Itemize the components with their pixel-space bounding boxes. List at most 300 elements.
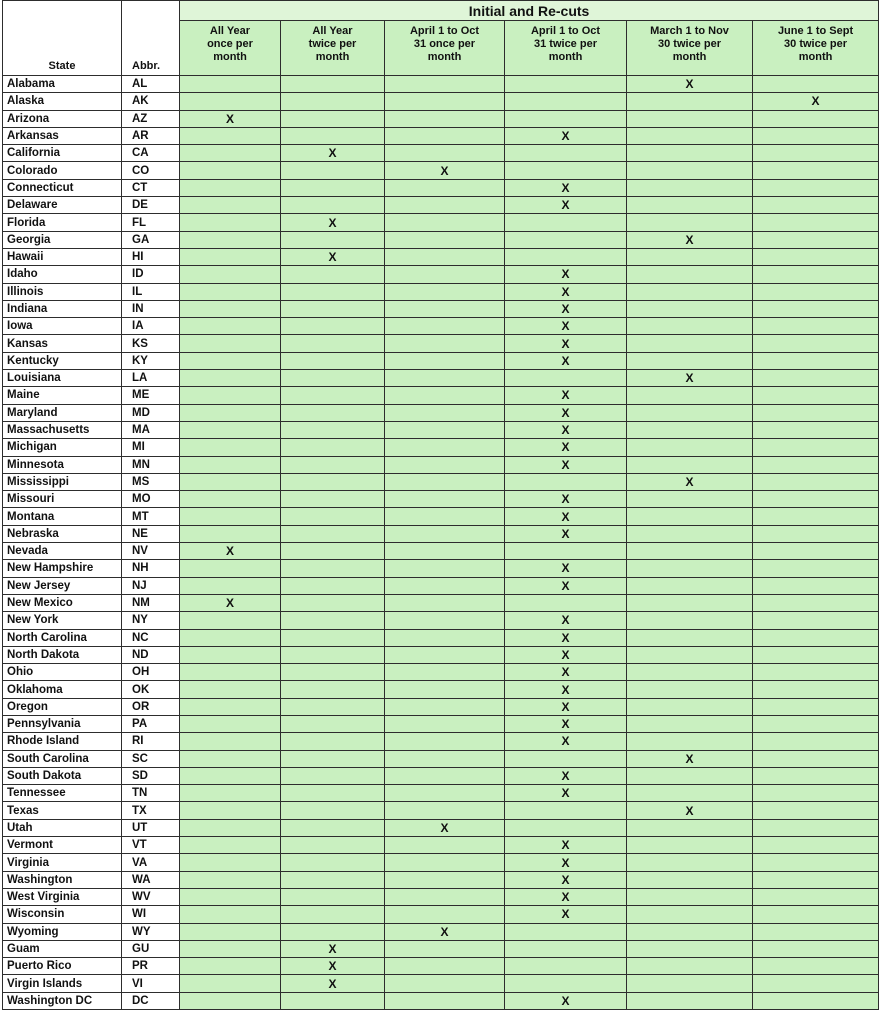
state-abbr-cell: LA [122, 370, 180, 387]
schedule-empty-cell [505, 110, 627, 127]
schedule-empty-cell [753, 162, 879, 179]
schedule-empty-cell [753, 110, 879, 127]
state-name-cell: Rhode Island [3, 733, 122, 750]
schedule-empty-cell [753, 508, 879, 525]
state-abbr-cell: NJ [122, 577, 180, 594]
schedule-empty-cell [281, 612, 385, 629]
schedule-column-header: All Year once per month [180, 21, 281, 76]
state-name-cell: North Carolina [3, 629, 122, 646]
state-name-cell: Wisconsin [3, 906, 122, 923]
table-row [3, 300, 879, 317]
state-abbr-cell: IN [122, 300, 180, 317]
schedule-empty-cell [753, 888, 879, 905]
table-row [3, 283, 879, 300]
schedule-mark-cell: X [505, 439, 627, 456]
schedule-empty-cell [505, 923, 627, 940]
schedule-empty-cell [281, 871, 385, 888]
schedule-empty-cell [281, 560, 385, 577]
table-row [3, 197, 879, 214]
schedule-empty-cell [753, 923, 879, 940]
schedule-empty-cell [627, 958, 753, 975]
schedule-empty-cell [180, 456, 281, 473]
state-name-cell: Mississippi [3, 473, 122, 490]
schedule-empty-cell [281, 473, 385, 490]
schedule-empty-cell [281, 837, 385, 854]
state-name-cell: Washington [3, 871, 122, 888]
state-abbr-cell: AK [122, 93, 180, 110]
table-row [3, 906, 879, 923]
schedule-empty-cell [180, 162, 281, 179]
state-name-cell: Louisiana [3, 370, 122, 387]
table-row [3, 127, 879, 144]
schedule-empty-cell [281, 76, 385, 93]
state-abbr-cell: VI [122, 975, 180, 992]
schedule-empty-cell [753, 940, 879, 957]
table-row [3, 577, 879, 594]
schedule-empty-cell [180, 802, 281, 819]
table-row [3, 473, 879, 490]
state-name-cell: Alabama [3, 76, 122, 93]
table-row [3, 871, 879, 888]
schedule-empty-cell [385, 802, 505, 819]
schedule-empty-cell [753, 439, 879, 456]
schedule-mark-cell: X [180, 594, 281, 611]
schedule-empty-cell [627, 733, 753, 750]
state-name-cell: New Jersey [3, 577, 122, 594]
schedule-empty-cell [281, 819, 385, 836]
state-name-cell: Idaho [3, 266, 122, 283]
schedule-mark-cell: X [627, 473, 753, 490]
schedule-empty-cell [627, 335, 753, 352]
state-abbr-cell: ND [122, 646, 180, 663]
schedule-mark-cell: X [505, 871, 627, 888]
table-row [3, 387, 879, 404]
schedule-empty-cell [627, 266, 753, 283]
schedule-empty-cell [180, 508, 281, 525]
schedule-empty-cell [385, 145, 505, 162]
schedule-empty-cell [627, 906, 753, 923]
table-row [3, 992, 879, 1009]
schedule-empty-cell [385, 612, 505, 629]
table-row [3, 439, 879, 456]
header-blank-cell [122, 1, 180, 21]
schedule-mark-cell: X [505, 992, 627, 1009]
schedule-empty-cell [385, 646, 505, 663]
schedule-empty-cell [281, 421, 385, 438]
schedule-empty-cell [753, 871, 879, 888]
schedule-empty-cell [627, 560, 753, 577]
schedule-empty-cell [385, 110, 505, 127]
schedule-empty-cell [385, 594, 505, 611]
schedule-empty-cell [627, 387, 753, 404]
schedule-empty-cell [753, 906, 879, 923]
state-abbr-cell: MT [122, 508, 180, 525]
schedule-empty-cell [281, 404, 385, 421]
schedule-mark-cell: X [505, 283, 627, 300]
state-abbr-cell: VA [122, 854, 180, 871]
schedule-empty-cell [627, 664, 753, 681]
schedule-empty-cell [627, 491, 753, 508]
schedule-empty-cell [753, 560, 879, 577]
schedule-empty-cell [281, 733, 385, 750]
state-abbr-cell: WY [122, 923, 180, 940]
schedule-empty-cell [281, 785, 385, 802]
schedule-mark-cell: X [627, 231, 753, 248]
state-name-cell: Hawaii [3, 248, 122, 265]
table-row [3, 214, 879, 231]
state-name-cell: New Mexico [3, 594, 122, 611]
schedule-empty-cell [180, 214, 281, 231]
schedule-empty-cell [385, 871, 505, 888]
schedule-empty-cell [180, 127, 281, 144]
schedule-column-header: June 1 to Sept 30 twice per month [753, 21, 879, 76]
schedule-column-header: April 1 to Oct 31 once per month [385, 21, 505, 76]
schedule-empty-cell [505, 750, 627, 767]
schedule-empty-cell [180, 888, 281, 905]
schedule-empty-cell [385, 456, 505, 473]
schedule-mark-cell: X [505, 335, 627, 352]
state-name-cell: Kentucky [3, 352, 122, 369]
schedule-empty-cell [281, 698, 385, 715]
state-name-cell: Montana [3, 508, 122, 525]
schedule-empty-cell [753, 837, 879, 854]
schedule-empty-cell [180, 439, 281, 456]
schedule-empty-cell [180, 767, 281, 784]
state-abbr-cell: OK [122, 681, 180, 698]
state-name-cell: Vermont [3, 837, 122, 854]
schedule-empty-cell [385, 404, 505, 421]
state-name-cell: Nevada [3, 543, 122, 560]
schedule-empty-cell [753, 231, 879, 248]
schedule-mark-cell: X [505, 681, 627, 698]
schedule-empty-cell [627, 767, 753, 784]
state-abbr-cell: MO [122, 491, 180, 508]
schedule-empty-cell [627, 837, 753, 854]
schedule-mark-cell: X [505, 698, 627, 715]
state-abbr-cell: FL [122, 214, 180, 231]
state-name-cell: Alaska [3, 93, 122, 110]
schedule-empty-cell [281, 491, 385, 508]
schedule-empty-cell [180, 681, 281, 698]
state-column-header: State [3, 21, 122, 76]
schedule-empty-cell [385, 837, 505, 854]
schedule-empty-cell [180, 785, 281, 802]
schedule-empty-cell [627, 300, 753, 317]
schedule-mark-cell: X [505, 318, 627, 335]
schedule-empty-cell [753, 802, 879, 819]
schedule-empty-cell [180, 231, 281, 248]
schedule-mark-cell: X [505, 197, 627, 214]
schedule-empty-cell [180, 698, 281, 715]
schedule-mark-cell: X [281, 214, 385, 231]
table-row [3, 76, 879, 93]
state-name-cell: Utah [3, 819, 122, 836]
schedule-mark-cell: X [505, 560, 627, 577]
schedule-empty-cell [385, 854, 505, 871]
state-name-cell: Connecticut [3, 179, 122, 196]
header-group-row [3, 1, 879, 21]
state-abbr-cell: TN [122, 785, 180, 802]
schedule-empty-cell [505, 76, 627, 93]
schedule-empty-cell [753, 525, 879, 542]
schedule-empty-cell [385, 214, 505, 231]
state-abbr-cell: RI [122, 733, 180, 750]
schedule-empty-cell [180, 819, 281, 836]
schedule-empty-cell [627, 698, 753, 715]
schedule-table-container [2, 0, 878, 1010]
schedule-empty-cell [385, 370, 505, 387]
schedule-mark-cell: X [505, 767, 627, 784]
schedule-empty-cell [281, 162, 385, 179]
table-row [3, 421, 879, 438]
schedule-empty-cell [753, 145, 879, 162]
schedule-mark-cell: X [180, 543, 281, 560]
state-name-cell: Georgia [3, 231, 122, 248]
schedule-empty-cell [281, 508, 385, 525]
schedule-empty-cell [281, 387, 385, 404]
schedule-empty-cell [753, 421, 879, 438]
state-name-cell: Kansas [3, 335, 122, 352]
schedule-empty-cell [753, 975, 879, 992]
schedule-empty-cell [180, 491, 281, 508]
schedule-empty-cell [281, 456, 385, 473]
schedule-mark-cell: X [627, 76, 753, 93]
schedule-empty-cell [180, 404, 281, 421]
schedule-empty-cell [180, 525, 281, 542]
schedule-empty-cell [753, 543, 879, 560]
schedule-empty-cell [627, 110, 753, 127]
state-name-cell: Ohio [3, 664, 122, 681]
state-name-cell: Indiana [3, 300, 122, 317]
schedule-mark-cell: X [505, 629, 627, 646]
schedule-mark-cell: X [505, 421, 627, 438]
schedule-empty-cell [180, 387, 281, 404]
state-abbr-cell: WV [122, 888, 180, 905]
schedule-empty-cell [753, 456, 879, 473]
schedule-empty-cell [385, 681, 505, 698]
schedule-empty-cell [385, 698, 505, 715]
schedule-mark-cell: X [281, 940, 385, 957]
state-name-cell: Massachusetts [3, 421, 122, 438]
schedule-empty-cell [385, 352, 505, 369]
schedule-empty-cell [753, 750, 879, 767]
schedule-empty-cell [281, 231, 385, 248]
schedule-empty-cell [281, 594, 385, 611]
state-name-cell: Arkansas [3, 127, 122, 144]
schedule-mark-cell: X [505, 612, 627, 629]
schedule-empty-cell [627, 819, 753, 836]
state-name-cell: Tennessee [3, 785, 122, 802]
table-row [3, 162, 879, 179]
state-abbr-cell: KS [122, 335, 180, 352]
table-row [3, 837, 879, 854]
schedule-empty-cell [505, 162, 627, 179]
schedule-empty-cell [180, 992, 281, 1009]
state-abbr-cell: UT [122, 819, 180, 836]
schedule-empty-cell [180, 837, 281, 854]
schedule-empty-cell [385, 127, 505, 144]
schedule-empty-cell [753, 300, 879, 317]
schedule-empty-cell [281, 906, 385, 923]
schedule-empty-cell [281, 715, 385, 732]
schedule-empty-cell [627, 629, 753, 646]
table-row [3, 370, 879, 387]
state-abbr-cell: MS [122, 473, 180, 490]
schedule-mark-cell: X [505, 715, 627, 732]
state-abbr-cell: NV [122, 543, 180, 560]
table-row [3, 785, 879, 802]
schedule-empty-cell [505, 145, 627, 162]
state-name-cell: Nebraska [3, 525, 122, 542]
table-row [3, 456, 879, 473]
table-row [3, 750, 879, 767]
schedule-empty-cell [627, 525, 753, 542]
state-abbr-cell: WI [122, 906, 180, 923]
schedule-empty-cell [281, 197, 385, 214]
schedule-mark-cell: X [505, 456, 627, 473]
schedule-empty-cell [505, 370, 627, 387]
state-name-cell: Oregon [3, 698, 122, 715]
schedule-empty-cell [385, 940, 505, 957]
schedule-empty-cell [180, 179, 281, 196]
state-name-cell: Colorado [3, 162, 122, 179]
schedule-empty-cell [385, 975, 505, 992]
schedule-empty-cell [753, 179, 879, 196]
state-name-cell: Michigan [3, 439, 122, 456]
schedule-empty-cell [180, 300, 281, 317]
table-row [3, 491, 879, 508]
schedule-empty-cell [627, 352, 753, 369]
schedule-mark-cell: X [627, 370, 753, 387]
state-abbr-cell: AL [122, 76, 180, 93]
state-abbr-cell: AZ [122, 110, 180, 127]
schedule-empty-cell [281, 854, 385, 871]
schedule-mark-cell: X [505, 491, 627, 508]
schedule-empty-cell [627, 318, 753, 335]
table-row [3, 543, 879, 560]
schedule-mark-cell: X [505, 352, 627, 369]
schedule-empty-cell [385, 767, 505, 784]
state-name-cell: New York [3, 612, 122, 629]
state-abbr-cell: GA [122, 231, 180, 248]
schedule-empty-cell [753, 577, 879, 594]
schedule-empty-cell [627, 785, 753, 802]
schedule-empty-cell [627, 577, 753, 594]
schedule-mark-cell: X [505, 733, 627, 750]
schedule-empty-cell [281, 767, 385, 784]
schedule-empty-cell [180, 370, 281, 387]
schedule-empty-cell [385, 543, 505, 560]
schedule-empty-cell [627, 854, 753, 871]
schedule-empty-cell [753, 473, 879, 490]
schedule-mark-cell: X [505, 508, 627, 525]
schedule-empty-cell [753, 127, 879, 144]
schedule-empty-cell [281, 543, 385, 560]
state-name-cell: Puerto Rico [3, 958, 122, 975]
schedule-mark-cell: X [505, 646, 627, 663]
schedule-mark-cell: X [385, 819, 505, 836]
table-row [3, 715, 879, 732]
schedule-empty-cell [505, 543, 627, 560]
state-abbr-cell: IL [122, 283, 180, 300]
schedule-empty-cell [180, 923, 281, 940]
schedule-empty-cell [180, 577, 281, 594]
table-row [3, 854, 879, 871]
schedule-mark-cell: X [281, 975, 385, 992]
schedule-mark-cell: X [505, 404, 627, 421]
state-abbr-cell: ID [122, 266, 180, 283]
table-body [3, 76, 879, 1010]
state-name-cell: North Dakota [3, 646, 122, 663]
schedule-empty-cell [385, 335, 505, 352]
schedule-empty-cell [627, 681, 753, 698]
schedule-mark-cell: X [505, 127, 627, 144]
schedule-empty-cell [753, 370, 879, 387]
schedule-empty-cell [385, 577, 505, 594]
schedule-empty-cell [505, 248, 627, 265]
schedule-mark-cell: X [505, 854, 627, 871]
schedule-empty-cell [180, 266, 281, 283]
schedule-empty-cell [753, 352, 879, 369]
state-abbr-cell: HI [122, 248, 180, 265]
state-abbr-cell: WA [122, 871, 180, 888]
table-row [3, 612, 879, 629]
schedule-empty-cell [385, 266, 505, 283]
schedule-mark-cell: X [505, 906, 627, 923]
table-row [3, 404, 879, 421]
schedule-empty-cell [627, 456, 753, 473]
state-abbr-cell: KY [122, 352, 180, 369]
state-name-cell: Oklahoma [3, 681, 122, 698]
schedule-mark-cell: X [505, 888, 627, 905]
table-row [3, 145, 879, 162]
group-title: Initial and Re-cuts [180, 1, 879, 21]
table-row [3, 698, 879, 715]
schedule-empty-cell [385, 508, 505, 525]
schedule-empty-cell [627, 543, 753, 560]
table-row [3, 629, 879, 646]
state-abbr-cell: OR [122, 698, 180, 715]
schedule-mark-cell: X [385, 162, 505, 179]
schedule-empty-cell [627, 923, 753, 940]
schedule-empty-cell [180, 871, 281, 888]
state-abbr-cell: NH [122, 560, 180, 577]
schedule-empty-cell [180, 629, 281, 646]
schedule-empty-cell [385, 888, 505, 905]
schedule-empty-cell [753, 387, 879, 404]
state-name-cell: Maine [3, 387, 122, 404]
schedule-empty-cell [505, 802, 627, 819]
schedule-empty-cell [627, 871, 753, 888]
schedule-empty-cell [180, 612, 281, 629]
schedule-mark-cell: X [505, 837, 627, 854]
schedule-empty-cell [281, 888, 385, 905]
schedule-empty-cell [281, 629, 385, 646]
schedule-empty-cell [753, 214, 879, 231]
schedule-empty-cell [385, 197, 505, 214]
state-abbr-cell: VT [122, 837, 180, 854]
schedule-empty-cell [627, 888, 753, 905]
schedule-empty-cell [281, 179, 385, 196]
state-name-cell: Guam [3, 940, 122, 957]
schedule-empty-cell [281, 352, 385, 369]
schedule-empty-cell [627, 992, 753, 1009]
schedule-empty-cell [281, 300, 385, 317]
schedule-empty-cell [627, 162, 753, 179]
state-name-cell: Arizona [3, 110, 122, 127]
schedule-empty-cell [505, 594, 627, 611]
state-name-cell: South Carolina [3, 750, 122, 767]
